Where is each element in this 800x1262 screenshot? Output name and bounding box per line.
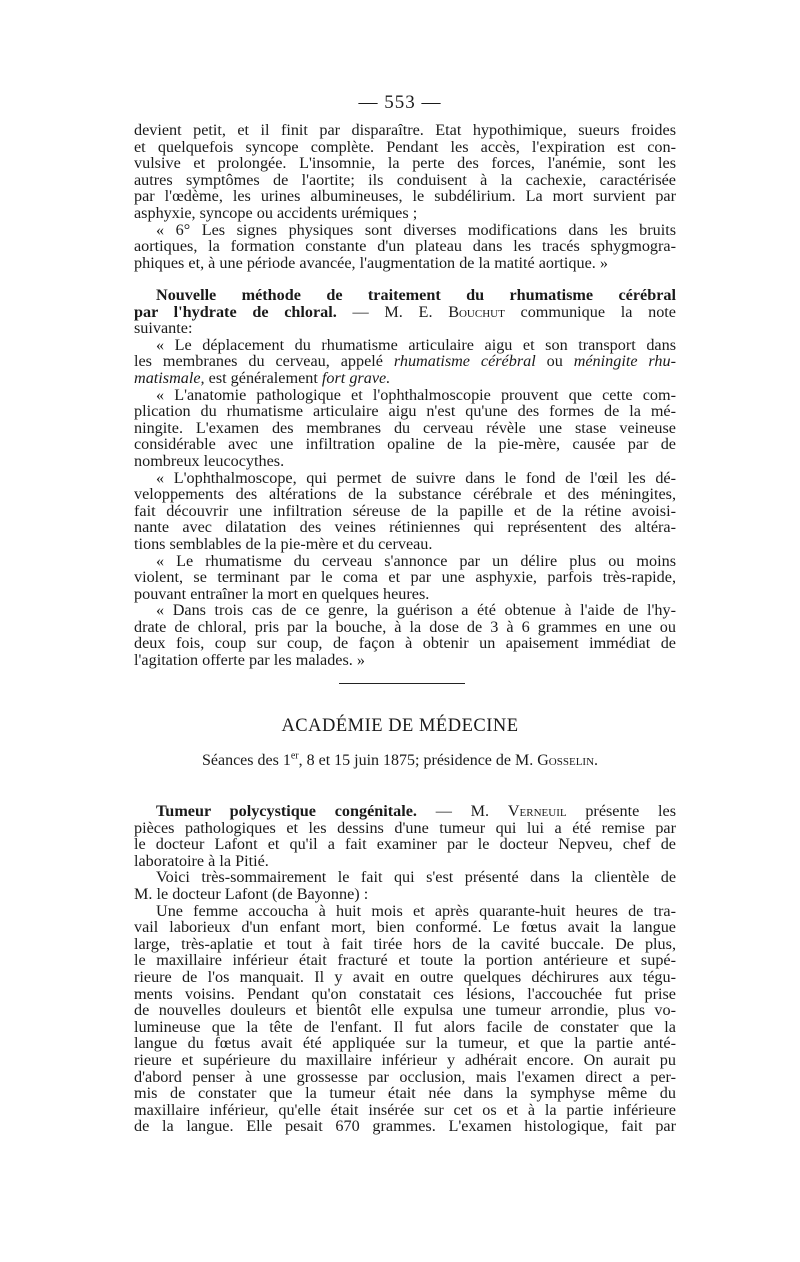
text-line: phiques et, à une période avancée, l'augmentation de la matité aortique. » [134,253,608,272]
text-line: autres symptômes de l'aortite; ils conduisent à la cachexie, caractérisée [134,170,676,189]
text-line: deux fois, coup sur coup, de façon à obtenir un apaisement immédiat de [134,634,676,653]
author-name: Verneuil [507,802,567,820]
text-line: laboratoire à la Pitié. [134,851,269,870]
article-title-end: par l'hydrate de chloral. [134,302,337,321]
text-line: mis de constater que la tumeur était née dans la symphyse même du [134,1084,676,1103]
page-number: — 553 — [358,92,442,113]
text-line: veloppements des altérations de la substance cérébrale et des méningites, [134,485,676,504]
session-line: Séances des 1er, 8 et 15 juin 1875; présidence de M. Gosselin. [201,750,599,769]
text-line: « Le déplacement du rhumatisme articulaire aigu et son transport dans [156,335,676,354]
article-tumeur [134,803,676,1135]
text-line: drate de chloral, pris par la bouche, à la dose de 3 à 6 grammes en une ou [134,617,676,636]
president-name: Gosselin [537,752,595,769]
text-line: M. le docteur Lafont (de Bayonne) : [134,884,369,903]
text-line: rieure et supérieure du maxillaire inférieur y adhérait encore. On aurait pu [134,1050,676,1069]
text-line: lumineuse que la tête de l'enfant. Il fut alors facile de constater que la [134,1017,676,1036]
text-line: le maxillaire inférieur était fracturé et toute la portion antérieure et supé- [134,951,676,970]
author-name: Bouchut [448,302,505,321]
text-line: large, très-aplatie et tout à fait tirée hors de la cavité buccale. De plus, [134,934,676,953]
text-line: « L'anatomie pathologique et l'ophthalmoscopie prouvent que cette com- [156,385,676,404]
text-line: considérable avec une infiltration opaline de la pie-mère, causée par de [134,435,676,454]
text-line: nombreux leucocythes. [134,451,285,470]
text-line: violent, se terminant par le coma et par une asphyxie, parfois très-rapide, [134,568,676,587]
text-line: et quelquefois syncope complète. Pendant les accès, l'expiration est con- [134,137,676,156]
text-line: devient petit, et il finit par disparaître. Etat hypothimique, sueurs froides [134,121,676,139]
text-line: « Dans trois cas de ce genre, la guérison a été obtenue à l'aide de l'hy- [156,601,676,620]
article-title: Tumeur polycystique congénitale. [156,802,417,820]
article-title: Nouvelle méthode de traitement du rhumatisme cérébral [156,286,676,304]
text-line: les membranes du cerveau, appelé rhumatisme cérébral ou méningite rhu- [134,352,676,371]
text-line: le docteur Lafont et qu'il a fait examiner par le docteur Nepveu, chef de [134,835,676,854]
text-line: maxillaire inférieur, qu'elle était insérée sur cet os et à la partie inférieure [134,1100,676,1119]
text-line: ments voisins. Pendant qu'on constatait ces lésions, l'accouchée fut prise [134,984,676,1003]
text-line: plication du rhumatisme articulaire aigu n'est qu'une des formes de la mé- [134,402,676,421]
text-line: de nouvelles douleurs et bientôt elle expulsa une tumeur arrondie, plus vo- [134,1001,676,1020]
text-line: matismale, est généralement fort grave. [134,368,391,387]
continued-text-block [134,122,676,271]
text-line: Voici très-sommairement le fait qui s'est présenté dans la clientèle de [156,868,676,887]
text-line: pièces pathologiques et les dessins d'une tumeur qui lui a été remise par [134,818,676,837]
text-line: vail laborieux d'un enfant mort, bien conformé. Le fœtus avait la langue [134,918,676,937]
text-line: Une femme accoucha à huit mois et après quarante-huit heures de tra- [156,901,676,920]
text-line: langue du fœtus avait été appliquée sur la tumeur, et que la partie anté- [134,1034,676,1053]
text-line: de la langue. Elle pesait 670 grammes. L'examen histologique, fait par [134,1117,676,1136]
text-line: vulsive et prolongée. L'insomnie, la perte des forces, l'anémie, sont les [134,154,676,173]
article-title-line: par l'hydrate de chloral. — M. E. Bouchut communique la note [134,302,676,321]
text-line: rieure de l'os manquait. Il y avait en outre quelques déchirures aux tégu- [134,967,676,986]
article-title-line: Tumeur polycystique congénitale. — M. Verneuil présente les [156,802,676,820]
text-line: l'agitation offerte par les malades. » [134,651,365,670]
text-line: par l'œdème, les urines albumineuses, le subdélirium. La mort survient par [134,187,676,206]
article-title-line [134,287,676,304]
text-line: « 6° Les signes physiques sont diverses modifications dans les bruits [156,220,676,239]
text-line: ningite. L'examen des membranes du cerveau révèle une stase veineuse [134,418,676,437]
text-line: asphyxie, syncope ou accidents urémiques ; [134,203,418,222]
article-rhumatisme [134,287,676,669]
text-line: fait découvrir une infiltration séreuse de la papille et de la rétine avoisi- [134,501,676,520]
text-line: aortiques, la formation constante d'un plateau dans les tracés sphygmogra- [134,237,676,256]
text-line: suivante: [134,319,193,338]
section-divider [339,683,465,684]
section-heading: ACADÉMIE DE MÉDECINE [281,716,519,736]
text-line: d'abord penser à une grossesse par occlusion, mais l'examen direct a per- [134,1067,676,1086]
text-line: « L'ophthalmoscope, qui permet de suivre dans le fond de l'œil les dé- [156,468,676,487]
text-line: nante avec dilatation des veines rétiniennes qui représentent des altéra- [134,518,676,537]
text-line: tions semblables de la pie-mère et du cerveau. [134,534,433,553]
text-line: pouvant entraîner la mort en quelques heures. [134,584,430,603]
text-line: « Le rhumatisme du cerveau s'annonce par un délire plus ou moins [156,551,676,570]
